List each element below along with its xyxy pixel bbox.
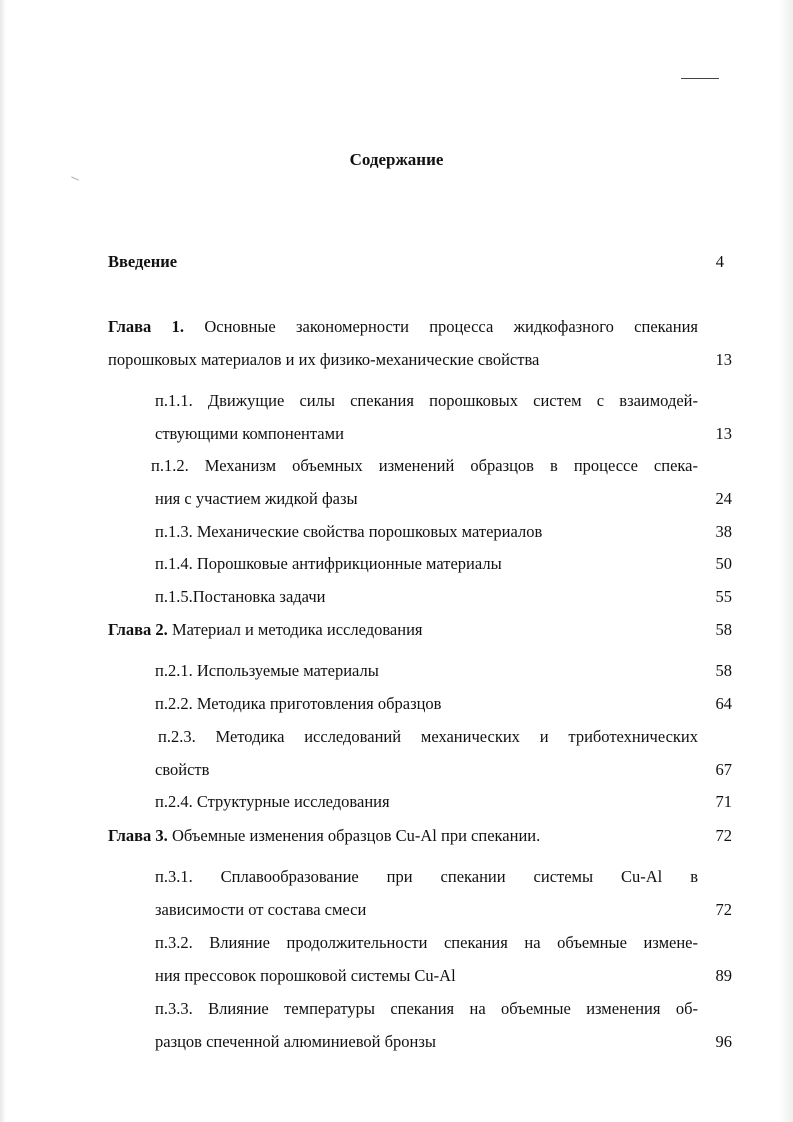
toc-page-2-4: 71: [715, 792, 732, 811]
toc-entry-3-1-line1: п.3.1. Сплавообразование при спекании системы Cu-Al в: [155, 867, 698, 886]
chapter-2-label: Материал и методика исследования: [171, 620, 423, 639]
toc-entry-2-3-line1: п.2.3. Методика исследований механических и триботехнических: [158, 727, 698, 746]
toc-page-1-5: 55: [715, 587, 732, 606]
toc-page-1-1: 13: [715, 424, 732, 443]
toc-page-2-2: 64: [715, 694, 732, 713]
chapter-1-lead: Глава 1.: [108, 317, 184, 336]
toc-entry-chapter-2: [108, 620, 422, 640]
chapter-2-lead: Глава 2.: [108, 620, 168, 639]
toc-entry-1-1-line1: п.1.1. Движущие силы спекания порошковых систем с взаимодей-: [155, 391, 698, 410]
toc-entry-3-3-line2: разцов спеченной алюминиевой бронзы: [155, 1032, 436, 1051]
toc-entry-2-1: п.2.1. Используемые материалы: [155, 661, 379, 680]
chapter-3-label: Объемные изменения образцов Cu-Al при спекании.: [171, 826, 541, 845]
toc-page-1-4: 50: [715, 554, 732, 573]
toc-entry-1-5: п.1.5.Постановка задачи: [155, 587, 326, 606]
toc-page-3-1: 72: [715, 900, 732, 919]
toc-entry-1-4: п.1.4. Порошковые антифрикционные материалы: [155, 554, 502, 573]
toc-entry-chapter-1: [108, 317, 698, 337]
toc-page-chapter-3: 72: [715, 826, 732, 845]
toc-page-intro: 4: [715, 252, 724, 271]
toc-page-1-3: 38: [715, 522, 732, 541]
toc-entry-3-2-line1: п.3.2. Влияние продолжительности спекания на объемные измене-: [155, 933, 698, 952]
toc-entry-1-3: п.1.3. Механические свойства порошковых материалов: [155, 522, 543, 541]
toc-page-2-1: 58: [715, 661, 732, 680]
toc-page-chapter-1: 13: [715, 350, 732, 369]
toc-page-chapter-2: 58: [715, 620, 732, 639]
toc-entry-2-2: п.2.2. Методика приготовления образцов: [155, 694, 442, 713]
toc-page-1-2: 24: [715, 489, 732, 508]
chapter-3-lead: Глава 3.: [108, 826, 168, 845]
toc-entry-1-2-line1: п.1.2. Механизм объемных изменений образцов в процессе спека-: [151, 456, 698, 475]
toc-entry-intro: Введение: [108, 252, 178, 271]
chapter-1-line1: Основные закономерности процесса жидкофазного спекания: [204, 317, 698, 336]
chapter-1-line2: порошковых материалов и их физико-механические свойства: [108, 350, 540, 369]
toc-page-3-2: 89: [715, 966, 732, 985]
header-rule: [681, 78, 719, 79]
toc-entry-2-4: п.2.4. Структурные исследования: [155, 792, 390, 811]
toc-entry-2-3-line2: свойств: [155, 760, 210, 779]
toc-page-2-3: 67: [715, 760, 732, 779]
toc-entry-1-2-line2: ния с участием жидкой фазы: [155, 489, 358, 508]
page-title: Содержание: [349, 150, 444, 169]
toc-entry-3-3-line1: п.3.3. Влияние температуры спекания на объемные изменения об-: [155, 999, 698, 1018]
toc-entry-3-1-line2: зависимости от состава смеси: [155, 900, 367, 919]
toc-page-3-3: 96: [715, 1032, 732, 1051]
scan-mark: [71, 176, 79, 180]
toc-entry-1-1-line2: ствующими компонентами: [155, 424, 344, 443]
toc-entry-3-2-line2: ния прессовок порошковой системы Cu-Al: [155, 966, 456, 985]
toc-entry-chapter-3: [108, 826, 540, 846]
